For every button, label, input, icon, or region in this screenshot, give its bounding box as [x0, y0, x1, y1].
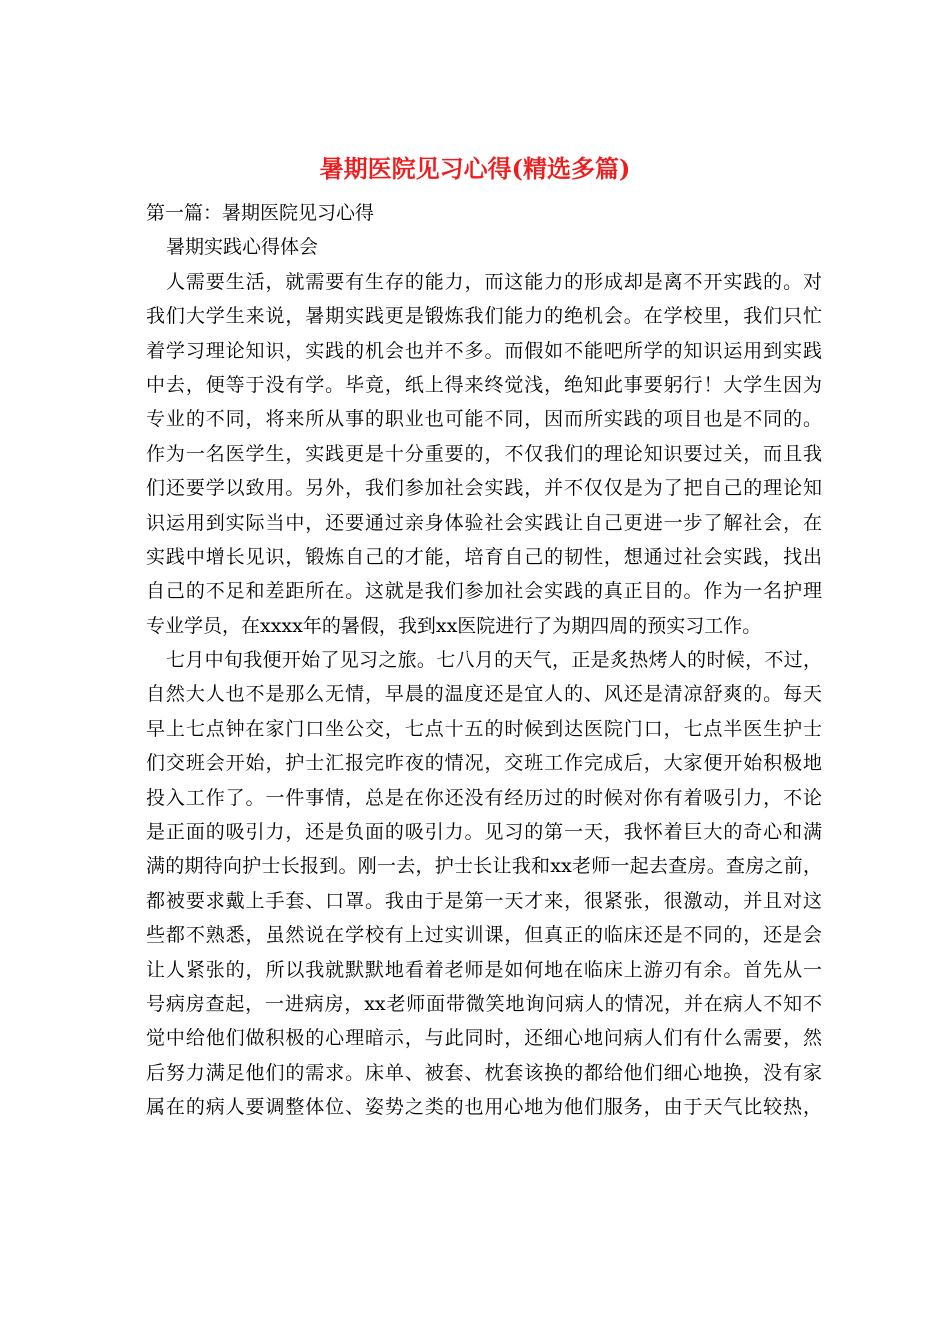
paragraph-line: 识运用到实际当中，还要通过亲身体验社会实践让自己更进一步了解社会，在 [146, 511, 822, 534]
paragraph-line: 都被要求戴上手套、口罩。我由于是第一天才来，很紧张，很激动，并且对这 [146, 889, 822, 912]
document-body [146, 196, 822, 1125]
paragraph-line: 我们大学生来说，暑期实践更是锻炼我们能力的绝机会。在学校里，我们只忙 [146, 305, 822, 328]
paragraph-line: 们还要学以致用。另外，我们参加社会实践，并不仅仅是为了把自己的理论知 [146, 477, 822, 500]
paragraph-line: 自己的不足和差距所在。这就是我们参加社会实践的真正目的。作为一名护理 [146, 580, 822, 603]
paragraph-line: 早上七点钟在家门口坐公交，七点十五的时候到达医院门口，七点半医生护士 [146, 717, 822, 740]
paragraph-line: 号病房查起，一进病房，xx老师面带微笑地询问病人的情况，并在病人不知不 [146, 992, 822, 1015]
subsection-heading: 暑期实践心得体会 [166, 236, 319, 259]
paragraph-line: 投入工作了。一件事情，总是在你还没有经历过的时候对你有着吸引力，不论 [146, 786, 822, 809]
paragraph-line: 专业学员，在xxxx年的暑假，我到xx医院进行了为期四周的预实习工作。 [146, 614, 762, 637]
paragraph-line: 满的期待向护士长报到。刚一去，护士长让我和xx老师一起去查房。查房之前， [146, 855, 822, 878]
paragraph-line: 是正面的吸引力，还是负面的吸引力。见习的第一天，我怀着巨大的奇心和满 [146, 821, 822, 844]
paragraph-line: 自然大人也不是那么无情，早晨的温度还是宜人的、风还是清凉舒爽的。每天 [146, 683, 822, 706]
paragraph-line: 着学习理论知识，实践的机会也并不多。而假如不能吧所学的知识运用到实践 [146, 339, 822, 362]
paragraph-line: 些都不熟悉，虽然说在学校有上过实训课，但真正的临床还是不同的，还是会 [146, 924, 822, 947]
paragraph-line: 人需要生活，就需要有生存的能力，而这能力的形成却是离不开实践的。对 [166, 270, 822, 293]
paragraph-line: 后努力满足他们的需求。床单、被套、枕套该换的都给他们细心地换，没有家 [146, 1061, 822, 1084]
document-title: 暑期医院见习心得(精选多篇) [319, 154, 631, 183]
paragraph-line: 觉中给他们做积极的心理暗示，与此同时，还细心地问病人们有什么需要，然 [146, 1027, 822, 1050]
paragraph-line: 们交班会开始，护士汇报完昨夜的情况，交班工作完成后，大家便开始积极地 [146, 752, 822, 775]
paragraph-line: 七月中旬我便开始了见习之旅。七八月的天气，正是炙热烤人的时候，不过， [166, 649, 822, 672]
paragraph-line: 让人紧张的，所以我就默默地看着老师是如何地在临床上游刃有余。首先从一 [146, 958, 822, 981]
paragraph-line: 中去，便等于没有学。毕竟，纸上得来终觉浅，绝知此事要躬行！大学生因为 [146, 373, 822, 396]
paragraph-line: 属在的病人要调整体位、姿势之类的也用心地为他们服务，由于天气比较热， [146, 1096, 822, 1119]
section-heading: 第一篇：暑期医院见习心得 [146, 202, 375, 224]
paragraph-line: 作为一名医学生，实践更是十分重要的，不仅我们的理论知识要过关，而且我 [146, 442, 822, 465]
paragraph-line: 专业的不同，将来所从事的职业也可能不同，因而所实践的项目也是不同的。 [146, 408, 822, 431]
paragraph-line: 实践中增长见识，锻炼自己的才能，培育自己的韧性，想通过社会实践，找出 [146, 545, 822, 568]
